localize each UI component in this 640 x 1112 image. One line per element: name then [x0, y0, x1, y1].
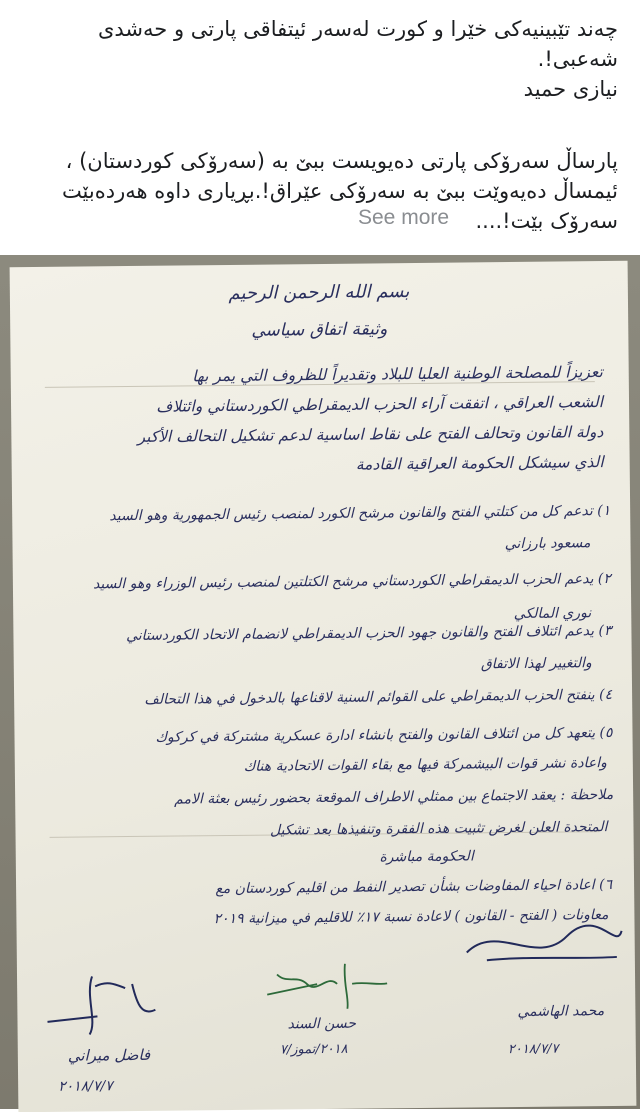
signatory-1-name: فاضل ميراني: [67, 1045, 151, 1065]
document-title: وثيقة اتفاق سياسي: [251, 319, 388, 341]
signature-scribble-middle: [257, 953, 398, 1014]
signatory-2-name: حسن السند: [287, 1015, 357, 1033]
signatory-3-date: ٢٠١٨/٧/٧: [507, 1041, 559, 1058]
note-line-1: ملاحظة : يعقد الاجتماع بين ممثلي الاطراف الموقعة بحضور رئيس بعثة الامم: [174, 786, 614, 808]
post-line-6: سەرۆک بێت!....: [475, 209, 618, 233]
item-1: ١) تدعم كل من كتلتي الفتح والقانون مرشح الكورد لمنصب رئيس الجمهورية وهو السيد: [109, 502, 611, 525]
item-6-cont: معاونات ( الفتح - القانون ) لاعادة نسبة ١٧٪ للاقليم في ميزانية ٢٠١٩: [213, 907, 609, 928]
item-2: ٢) يدعم الحزب الديمقراطي الكوردستاني مرشح الكتلتين لمنصب رئيس الوزراء وهو السيد: [92, 570, 611, 593]
signatory-1-date: ٢٠١٨/٧/٧: [58, 1078, 113, 1095]
post-author: نیازی حمید: [523, 77, 618, 101]
document-basmala: بسم الله الرحمن الرحيم: [228, 281, 410, 304]
post-text: [0, 0, 640, 255]
signatory-3-name: محمد الهاشمي: [517, 1003, 605, 1020]
item-2-cont: نوري المالكي: [513, 605, 592, 622]
signature-scribble-right: [456, 911, 627, 973]
item-3-cont: والتغيير لهذا الاتفاق: [480, 655, 592, 673]
signatory-2-date: ٢٠١٨/تموز/٧: [279, 1041, 348, 1058]
item-1-cont: مسعود بارزاني: [504, 535, 591, 553]
signature-scribble-left: [37, 965, 188, 1037]
item-6: ٦) اعادة احياء المفاوضات بشأن تصدير النفط من اقليم كوردستان مع: [215, 876, 613, 898]
post-line-4: پارساڵ سەرۆکی پارتی دەیویست ببێ بە (سەرۆکی کوردستان) ،: [65, 149, 618, 173]
intro-line-3: دولة القانون وتحالف الفتح على نقاط اساسية لدعم تشكيل التحالف الأكبر: [137, 423, 604, 446]
post-line-5: ئیمساڵ دەیەوێت ببێ بە سەرۆکی عێراق!.بڕیاری داوە هەردەبێت: [61, 179, 618, 203]
item-4: ٤) ينفتح الحزب الديمقراطي على القوائم السنية لاقناعها بالدخول في هذا التحالف: [144, 686, 613, 708]
intro-line-4: الذي سيشكل الحكومة العراقية القادمة: [355, 453, 604, 474]
post-line-1: چەند تێبینیەکی خێرا و کورت لەسەر ئیتفاقی پارتی و حەشدی: [97, 17, 618, 41]
document-paper: [10, 261, 637, 1112]
item-3: ٣) يدعم ائتلاف الفتح والقانون جهود الحزب الديمقراطي لانضمام الاتحاد الكوردستاني: [125, 622, 612, 645]
intro-line-2: الشعب العراقي ، اتفقت آراء الحزب الديمقراطي الكوردستاني وائتلاف: [156, 393, 604, 416]
note-line-3: الحكومة مباشرة: [379, 848, 474, 866]
intro-line-1: تعزيزاً للمصلحة الوطنية العليا للبلاد وتقديراً للظروف التي يمر بها: [192, 363, 603, 386]
see-more-link[interactable]: See more: [358, 206, 450, 229]
item-5-cont: واعادة نشر قوات البيشمركة فيها مع بقاء القوات الاتحادية هناك: [243, 755, 607, 775]
post-line-2: شەعبی!.: [537, 47, 618, 71]
item-5: ٥) يتعهد كل من ائتلاف القانون والفتح بانشاء ادارة عسكرية مشتركة في كركوك: [155, 724, 613, 746]
note-line-2: المتحدة العلن لغرض تثبيت هذه الفقرة وتنفيذها بعد تشكيل: [269, 819, 608, 839]
